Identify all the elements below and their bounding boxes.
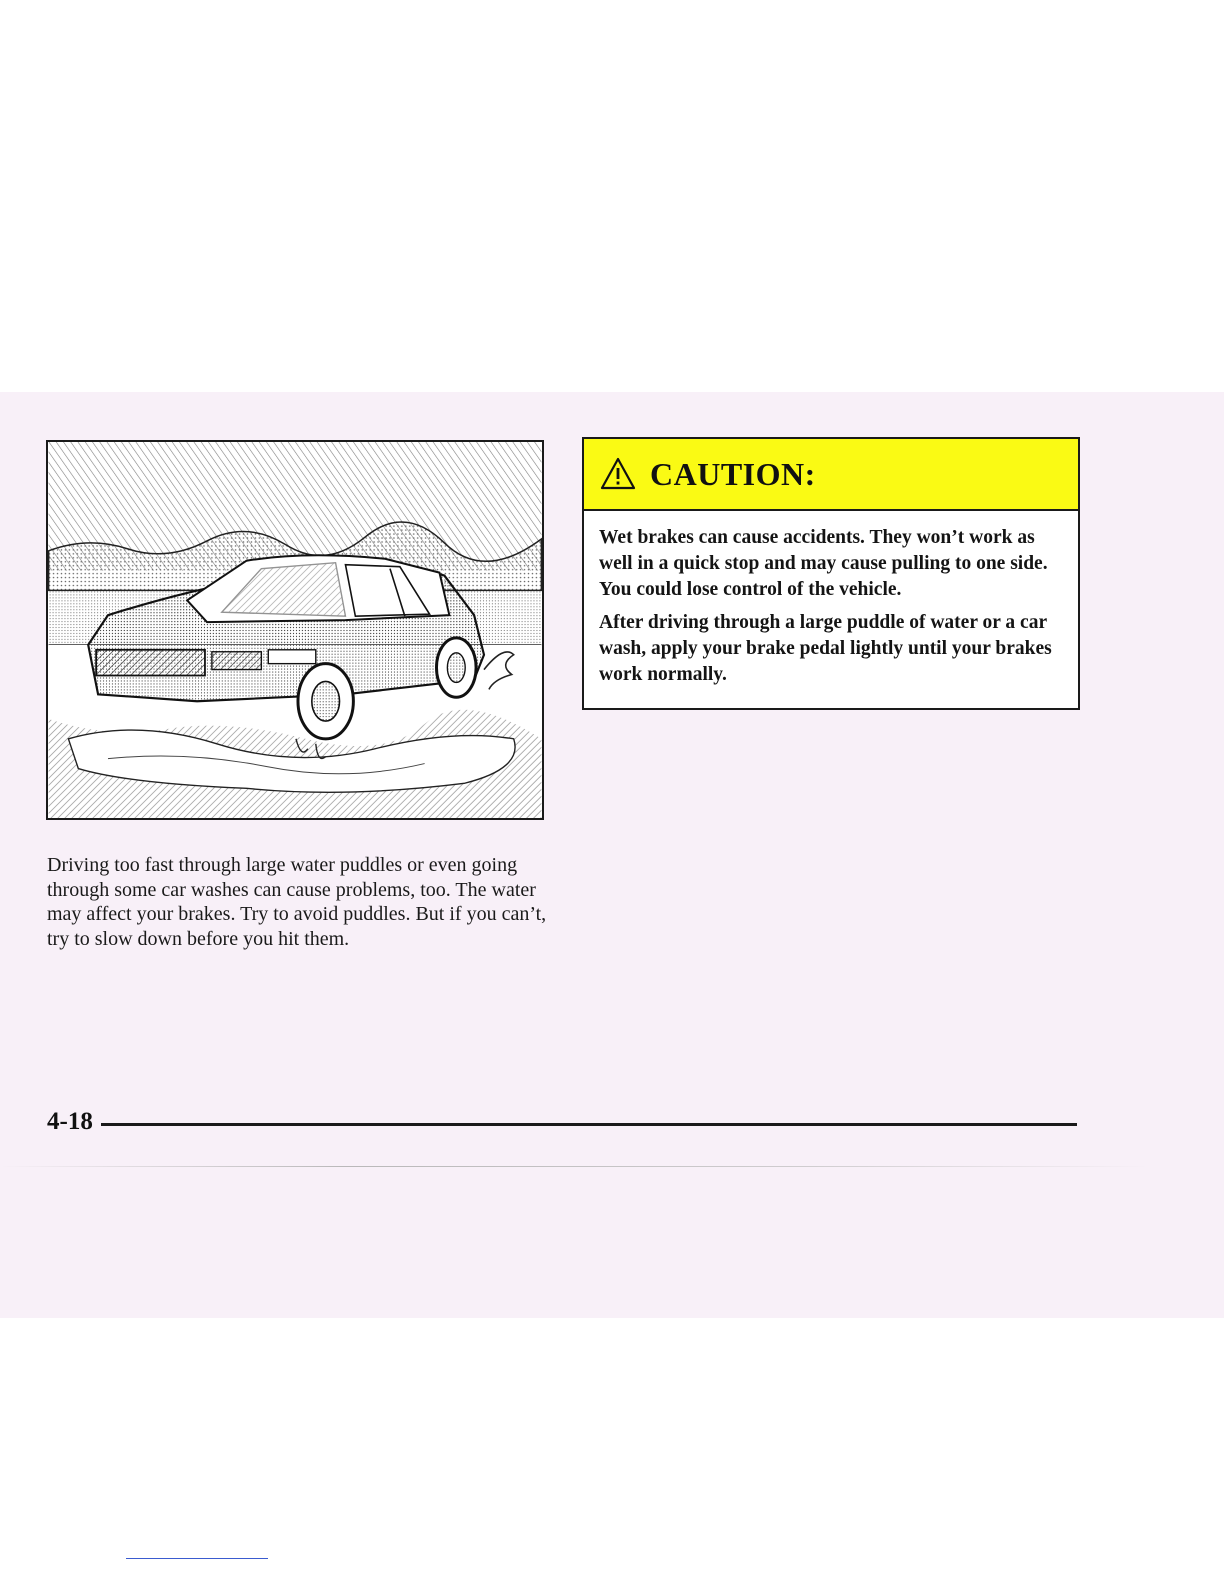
page-number: 4-18: [47, 1108, 93, 1135]
caution-paragraph: Wet brakes can cause accidents. They won’t work as well in a quick stop and may cause pulling to one side. You could lose control of the vehicle.: [599, 527, 1048, 600]
car-puddle-drawing: [48, 442, 542, 818]
caution-body: [584, 511, 1078, 688]
caution-box: [582, 437, 1080, 710]
scan-edge-line: [0, 1166, 1150, 1167]
link-underline: [126, 1558, 268, 1559]
caution-paragraph: After driving through a large puddle of water or a car wash, apply your brake pedal lightly until your brakes work normally.: [599, 612, 1052, 685]
caution-title: CAUTION:: [650, 455, 816, 492]
car-puddle-illustration: [46, 440, 544, 820]
warning-triangle-icon: [600, 457, 636, 491]
footer-rule: [101, 1123, 1077, 1126]
body-paragraph: Driving too fast through large water puddles or even going through some car washes can cause problems, too. The water may affect your brakes. Try to avoid puddles. But if you can’t, try to slow down before you hit them.: [47, 854, 547, 950]
page-footer: [47, 1104, 1077, 1140]
caution-header: [584, 439, 1078, 511]
